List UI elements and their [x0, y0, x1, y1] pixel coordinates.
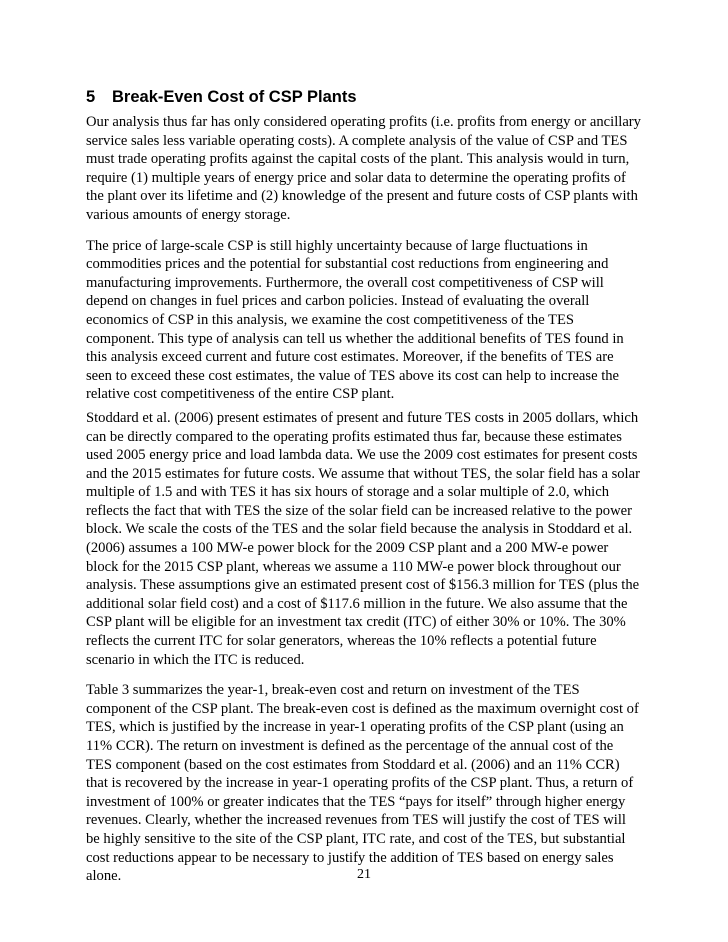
paragraph-3: Stoddard et al. (2006) present estimates of present and future TES costs in 2005 dollars, which can be directly compared to the operating profits estimated thus far, because these estimates used 2005 energy price and load lambda data. We use the 2009 cost estimates for present costs and the 2015 estimates for future costs. We assume that without TES, the solar field has a solar multiple of 1.5 and with TES it has six hours of storage and a solar multiple of 2.0, which reflects the fact that with TES the size of the solar field can be increased relative to the power block. We scale the costs of the TES and the solar field because the analysis in Stoddard et al. (2006) assumes a 100 MW-e power block for the 2009 CSP plant and a 200 MW-e power block for the 2015 CSP plant, whereas we assume a 110 MW-e power block throughout our analysis. These assumptions give an estimated present cost of $156.3 million for TES (plus the additional solar field cost) and a cost of $117.6 million in the future. We also assume that the CSP plant will be eligible for an investment tax credit (ITC) of either 30% or 10%. The 30% reflects the current ITC for solar generators, whereas the 10% reflects a potential future scenario in which the ITC is reduced.: [86, 409, 640, 668]
section-title: Break-Even Cost of CSP Plants: [112, 88, 357, 106]
section-heading: [86, 86, 642, 108]
paragraph-2: The price of large-scale CSP is still highly uncertainty because of large fluctuations in commodities prices and the potential for substantial cost reductions from engineering and manufacturing improvements. Furthermore, the overall cost competitiveness of CSP will depend on changes in fuel prices and carbon policies. Instead of evaluating the overall economics of CSP in this analysis, we examine the cost competitiveness of the TES component. This type of analysis can tell us whether the additional benefits of TES found in this analysis exceed current and future cost estimates. Moreover, if the benefits of TES are seen to exceed these cost estimates, the value of TES above its cost can help to increase the relative cost competitiveness of the entire CSP plant.: [86, 237, 624, 403]
section-number: 5: [86, 88, 96, 106]
page-content: [86, 86, 642, 898]
page-number: 21: [357, 867, 371, 882]
paragraph-4: Table 3 summarizes the year-1, break-even cost and return on investment of the TES component of the CSP plant. The break-even cost is defined as the maximum overnight cost of TES, which is justified by the increase in year-1 operating profits of the CSP plant (using an 11% CCR). The return on investment is defined as the percentage of the annual cost of the TES component (based on the cost estimates from Stoddard et al. (2006) and an 11% CCR) that is recovered by the increase in year-1 operating profits of the CSP plant. Thus, a return of investment of 100% or greater indicates that the TES “pays for itself” through higher energy revenues. Clearly, whether the increased revenues from TES will justify the cost of TES will be highly sensitive to the site of the CSP plant, ITC rate, and cost of the TES, but substantial cost reductions appear to be necessary to justify the addition of TES based on energy sales alone.: [86, 682, 639, 885]
paragraph-1: Our analysis thus far has only considered operating profits (i.e. profits from energy or ancillary service sales less variable operating costs). A complete analysis of the value of CSP and TES must trade operating profits against the capital costs of the plant. This analysis would in turn, require (1) multiple years of energy price and solar data to determine the operating profits of the plant over its lifetime and (2) knowledge of the present and future costs of CSP plants with various amounts of energy storage.: [86, 114, 641, 223]
